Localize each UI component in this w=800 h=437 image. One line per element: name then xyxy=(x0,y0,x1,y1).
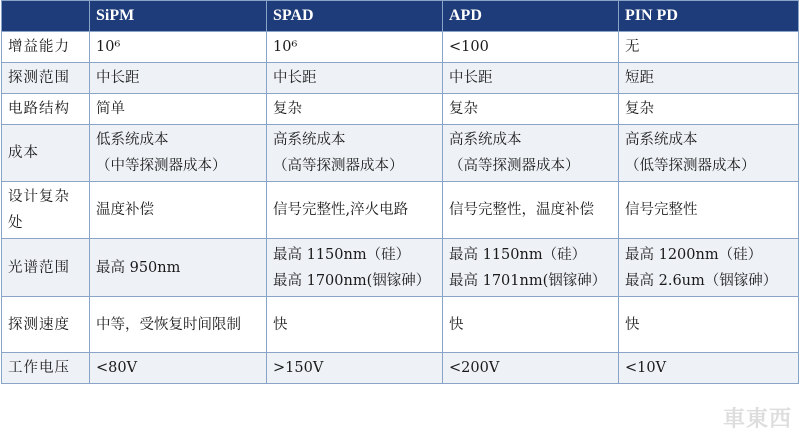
cell-line: 快 xyxy=(625,316,640,333)
cell-line: 最高 1150nm（硅） xyxy=(273,246,411,263)
header-sipm: SiPM xyxy=(90,1,267,32)
table-cell xyxy=(267,297,443,353)
table-cell xyxy=(90,353,267,384)
cell-line: 复杂 xyxy=(449,101,478,117)
cell-line: <200V xyxy=(449,360,500,376)
header-pin-pd: PIN PD xyxy=(619,1,799,32)
cell-line: <80V xyxy=(96,360,138,376)
table-row xyxy=(2,239,799,297)
table-cell xyxy=(90,182,267,239)
cell-line: 信号完整性，温度补偿 xyxy=(449,202,594,218)
cell-line: 快 xyxy=(449,316,464,333)
header-apd: APD xyxy=(443,1,619,32)
cell-line: 无 xyxy=(625,39,640,55)
row-label: 工作电压 xyxy=(2,353,90,384)
cell-line: 最高 1700nm(铟镓砷） xyxy=(273,272,431,289)
table-cell xyxy=(619,353,799,384)
cell-line: 温度补偿 xyxy=(96,202,154,218)
cell-line: 中长距 xyxy=(273,70,317,86)
table-cell xyxy=(90,239,267,297)
table-cell xyxy=(443,353,619,384)
cell-line: 高系统成本 xyxy=(273,132,346,148)
cell-line: 最高 950nm xyxy=(96,259,181,276)
table-cell xyxy=(267,94,443,125)
table-cell xyxy=(443,182,619,239)
table-cell xyxy=(443,297,619,353)
table-cell xyxy=(619,182,799,239)
cell-line: 高系统成本 xyxy=(449,132,522,148)
table-cell xyxy=(619,94,799,125)
table-cell xyxy=(619,63,799,94)
table-row xyxy=(2,94,799,125)
cell-line: （高等探测器成本） xyxy=(273,158,404,174)
cell-line: 最高 1150nm（硅） xyxy=(449,246,587,263)
table-cell xyxy=(267,182,443,239)
cell-line: 复杂 xyxy=(625,101,654,117)
comparison-table xyxy=(1,0,799,384)
table-cell xyxy=(90,297,267,353)
table-cell xyxy=(267,63,443,94)
table-cell xyxy=(443,239,619,297)
row-label: 光谱范围 xyxy=(2,239,90,297)
table-cell xyxy=(90,63,267,94)
cell-line: 快 xyxy=(273,316,288,333)
table-row xyxy=(2,297,799,353)
cell-line: 中等，受恢复时间限制 xyxy=(96,316,241,333)
cell-line: （低等探测器成本） xyxy=(625,158,756,174)
cell-line: 信号完整性 xyxy=(625,202,698,218)
cell-line: 信号完整性,淬火电路 xyxy=(273,202,409,218)
table-row xyxy=(2,353,799,384)
table-cell xyxy=(267,125,443,182)
table-row xyxy=(2,182,799,239)
table-cell xyxy=(90,94,267,125)
cell-line: 最高 2.6um（铟镓砷） xyxy=(625,272,778,289)
cell-line: 10⁶ xyxy=(96,39,121,55)
cell-line: 复杂 xyxy=(273,101,302,117)
table-cell xyxy=(443,32,619,63)
cell-line: 短距 xyxy=(625,70,654,86)
cell-line: 10⁶ xyxy=(273,39,298,55)
row-label: 探测速度 xyxy=(2,297,90,353)
table-cell xyxy=(90,125,267,182)
cell-line: >150V xyxy=(273,360,324,376)
table-cell xyxy=(267,239,443,297)
table-header-row xyxy=(2,1,799,32)
table-row xyxy=(2,125,799,182)
cell-line: 简单 xyxy=(96,101,125,117)
table-cell xyxy=(267,353,443,384)
cell-line: 高系统成本 xyxy=(625,132,698,148)
cell-line: 最高 1701nm(铟镓砷） xyxy=(449,272,607,289)
row-label: 探测范围 xyxy=(2,63,90,94)
table-cell xyxy=(443,63,619,94)
header-spad: SPAD xyxy=(267,1,443,32)
cell-line: <100 xyxy=(449,39,489,55)
watermark-logo: 車東西 xyxy=(722,407,792,432)
table-cell xyxy=(443,94,619,125)
cell-line: （高等探测器成本） xyxy=(449,158,580,174)
table-cell xyxy=(619,239,799,297)
table-cell xyxy=(619,297,799,353)
table-cell xyxy=(90,32,267,63)
table-cell xyxy=(267,32,443,63)
table-row xyxy=(2,32,799,63)
table-cell xyxy=(443,125,619,182)
table-cell xyxy=(619,32,799,63)
cell-line: 中长距 xyxy=(449,70,493,86)
row-label: 增益能力 xyxy=(2,32,90,63)
cell-line: <10V xyxy=(625,360,667,376)
cell-line: 最高 1200nm（硅） xyxy=(625,246,763,263)
cell-line: 中长距 xyxy=(96,70,140,86)
table-cell xyxy=(619,125,799,182)
row-label: 设计复杂处 xyxy=(2,182,90,239)
table-row xyxy=(2,63,799,94)
cell-line: 低系统成本 xyxy=(96,132,169,148)
row-label: 电路结构 xyxy=(2,94,90,125)
header-corner xyxy=(2,1,90,32)
row-label: 成本 xyxy=(2,125,90,182)
cell-line: （中等探测器成本） xyxy=(96,158,227,174)
